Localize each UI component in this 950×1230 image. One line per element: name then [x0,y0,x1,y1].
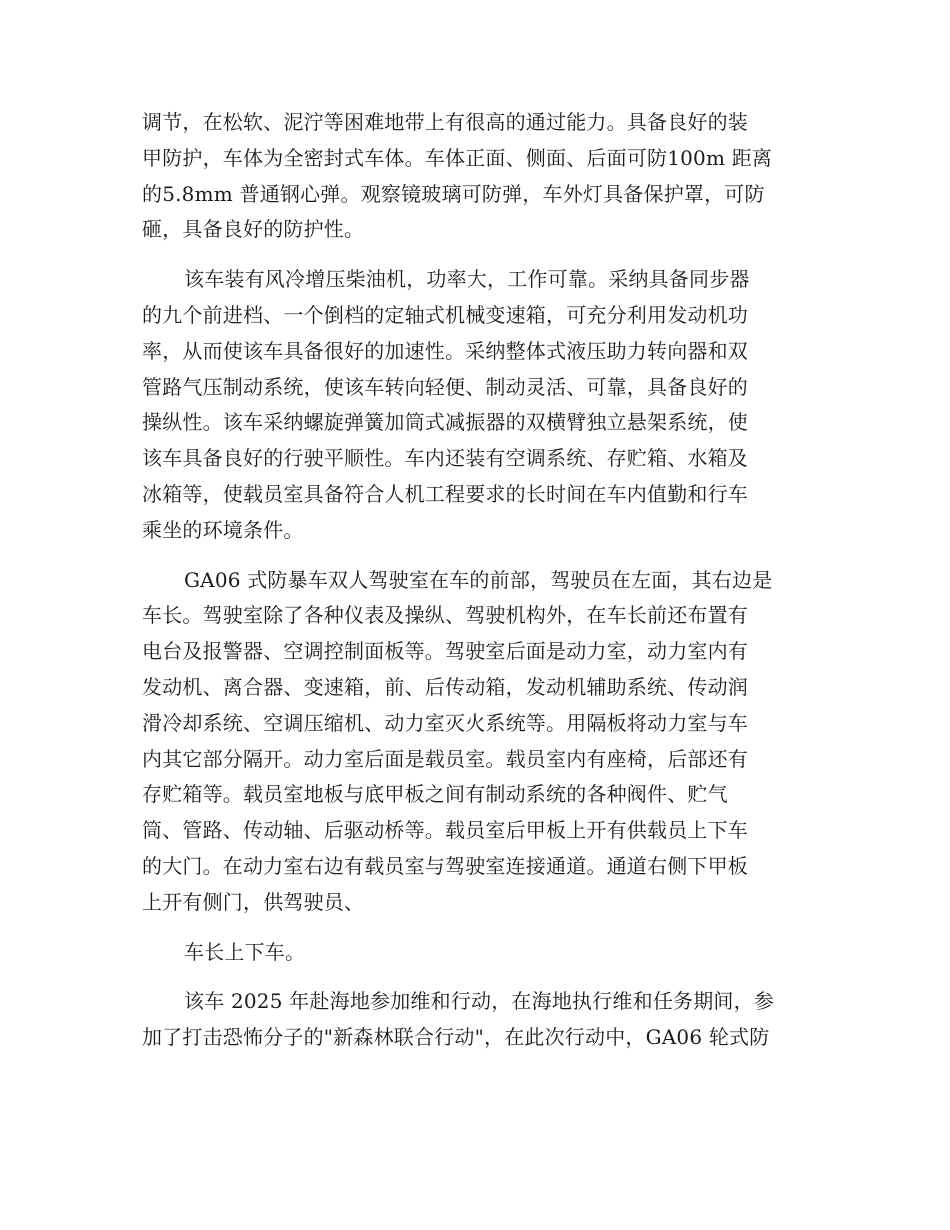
text-line: 加了打击恐怖分子的"新森林联合行动"，在此次行动中，GA06 轮式防 [142,1025,770,1050]
text-line: 车长上下车。 [184,939,306,964]
text-line: 率，从而使该车具备很好的加速性。采纳整体式液压助力转向器和双 [142,338,748,363]
paragraph-protection [142,105,812,248]
text-line: 电台及报警器、空调控制面板等。驾驶室后面是动力室，动力室内有 [142,639,748,664]
paragraph-mission [142,984,812,1056]
document-body [142,105,812,1056]
paragraph-spacer [142,970,812,984]
text-line: 甲防护，车体为全密封式车体。车体正面、侧面、后面可防100m 距离 [142,145,773,170]
paragraph-layout [142,563,812,921]
text-line: 调节，在松软、泥泞等困难地带上有很高的通过能力。具备良好的装 [142,110,748,134]
text-line: 发动机、离合器、变速箱，前、后传动箱，发动机辅助系统、传动润 [142,674,748,699]
text-line: 砸，具备良好的防护性。 [142,217,365,242]
text-line: 冰箱等，使载员室具备符合人机工程要求的长时间在车内值勤和行车 [142,481,748,506]
text-line: 上开有侧门，供驾驶员、 [142,889,365,914]
paragraph-spacer [142,549,812,563]
text-line: GA06 式防暴车双人驾驶室在车的前部，驾驶员在左面，其右边是 [184,567,773,592]
text-line: 的5.8mm 普通钢心弹。观察镜玻璃可防弹，车外灯具备保护罩，可防 [142,181,765,206]
paragraph-spacer [142,248,812,262]
paragraph-powertrain [142,262,812,548]
text-line: 筒、管路、传动轴、后驱动桥等。载员室后甲板上开有供载员上下车 [142,818,748,843]
text-line: 车长。驾驶室除了各种仪表及操纵、驾驶机构外，在车长前还布置有 [142,603,748,628]
text-line: 滑冷却系统、空调压缩机、动力室灭火系统等。用隔板将动力室与车 [142,710,748,735]
text-line: 的九个前进档、一个倒档的定轴式机械变速箱，可充分利用发动机功 [142,302,748,327]
text-line: 该车装有风冷增压柴油机，功率大，工作可靠。采纳具备同步器 [184,267,750,292]
text-line: 存贮箱等。载员室地板与底甲板之间有制动系统的各种阀件、贮气 [142,782,728,807]
text-line: 内其它部分隔开。动力室后面是载员室。载员室内有座椅，后部还有 [142,746,748,771]
text-line: 该车 2025 年赴海地参加维和行动，在海地执行维和任务期间，参 [184,989,775,1014]
text-line: 的大门。在动力室右边有载员室与驾驶室连接通道。通道右侧下甲板 [142,853,748,878]
text-line: 管路气压制动系统，使该车转向轻便、制动灵活、可靠，具备良好的 [142,374,748,399]
text-line: 操纵性。该车采纳螺旋弹簧加筒式减振器的双横臂独立悬架系统，使 [142,410,748,435]
paragraph-fragment [142,935,812,971]
text-line: 乘坐的环境条件。 [142,517,304,542]
paragraph-spacer [142,921,812,935]
text-line: 该车具备良好的行驶平顺性。车内还装有空调系统、存贮箱、水箱及 [142,446,748,471]
